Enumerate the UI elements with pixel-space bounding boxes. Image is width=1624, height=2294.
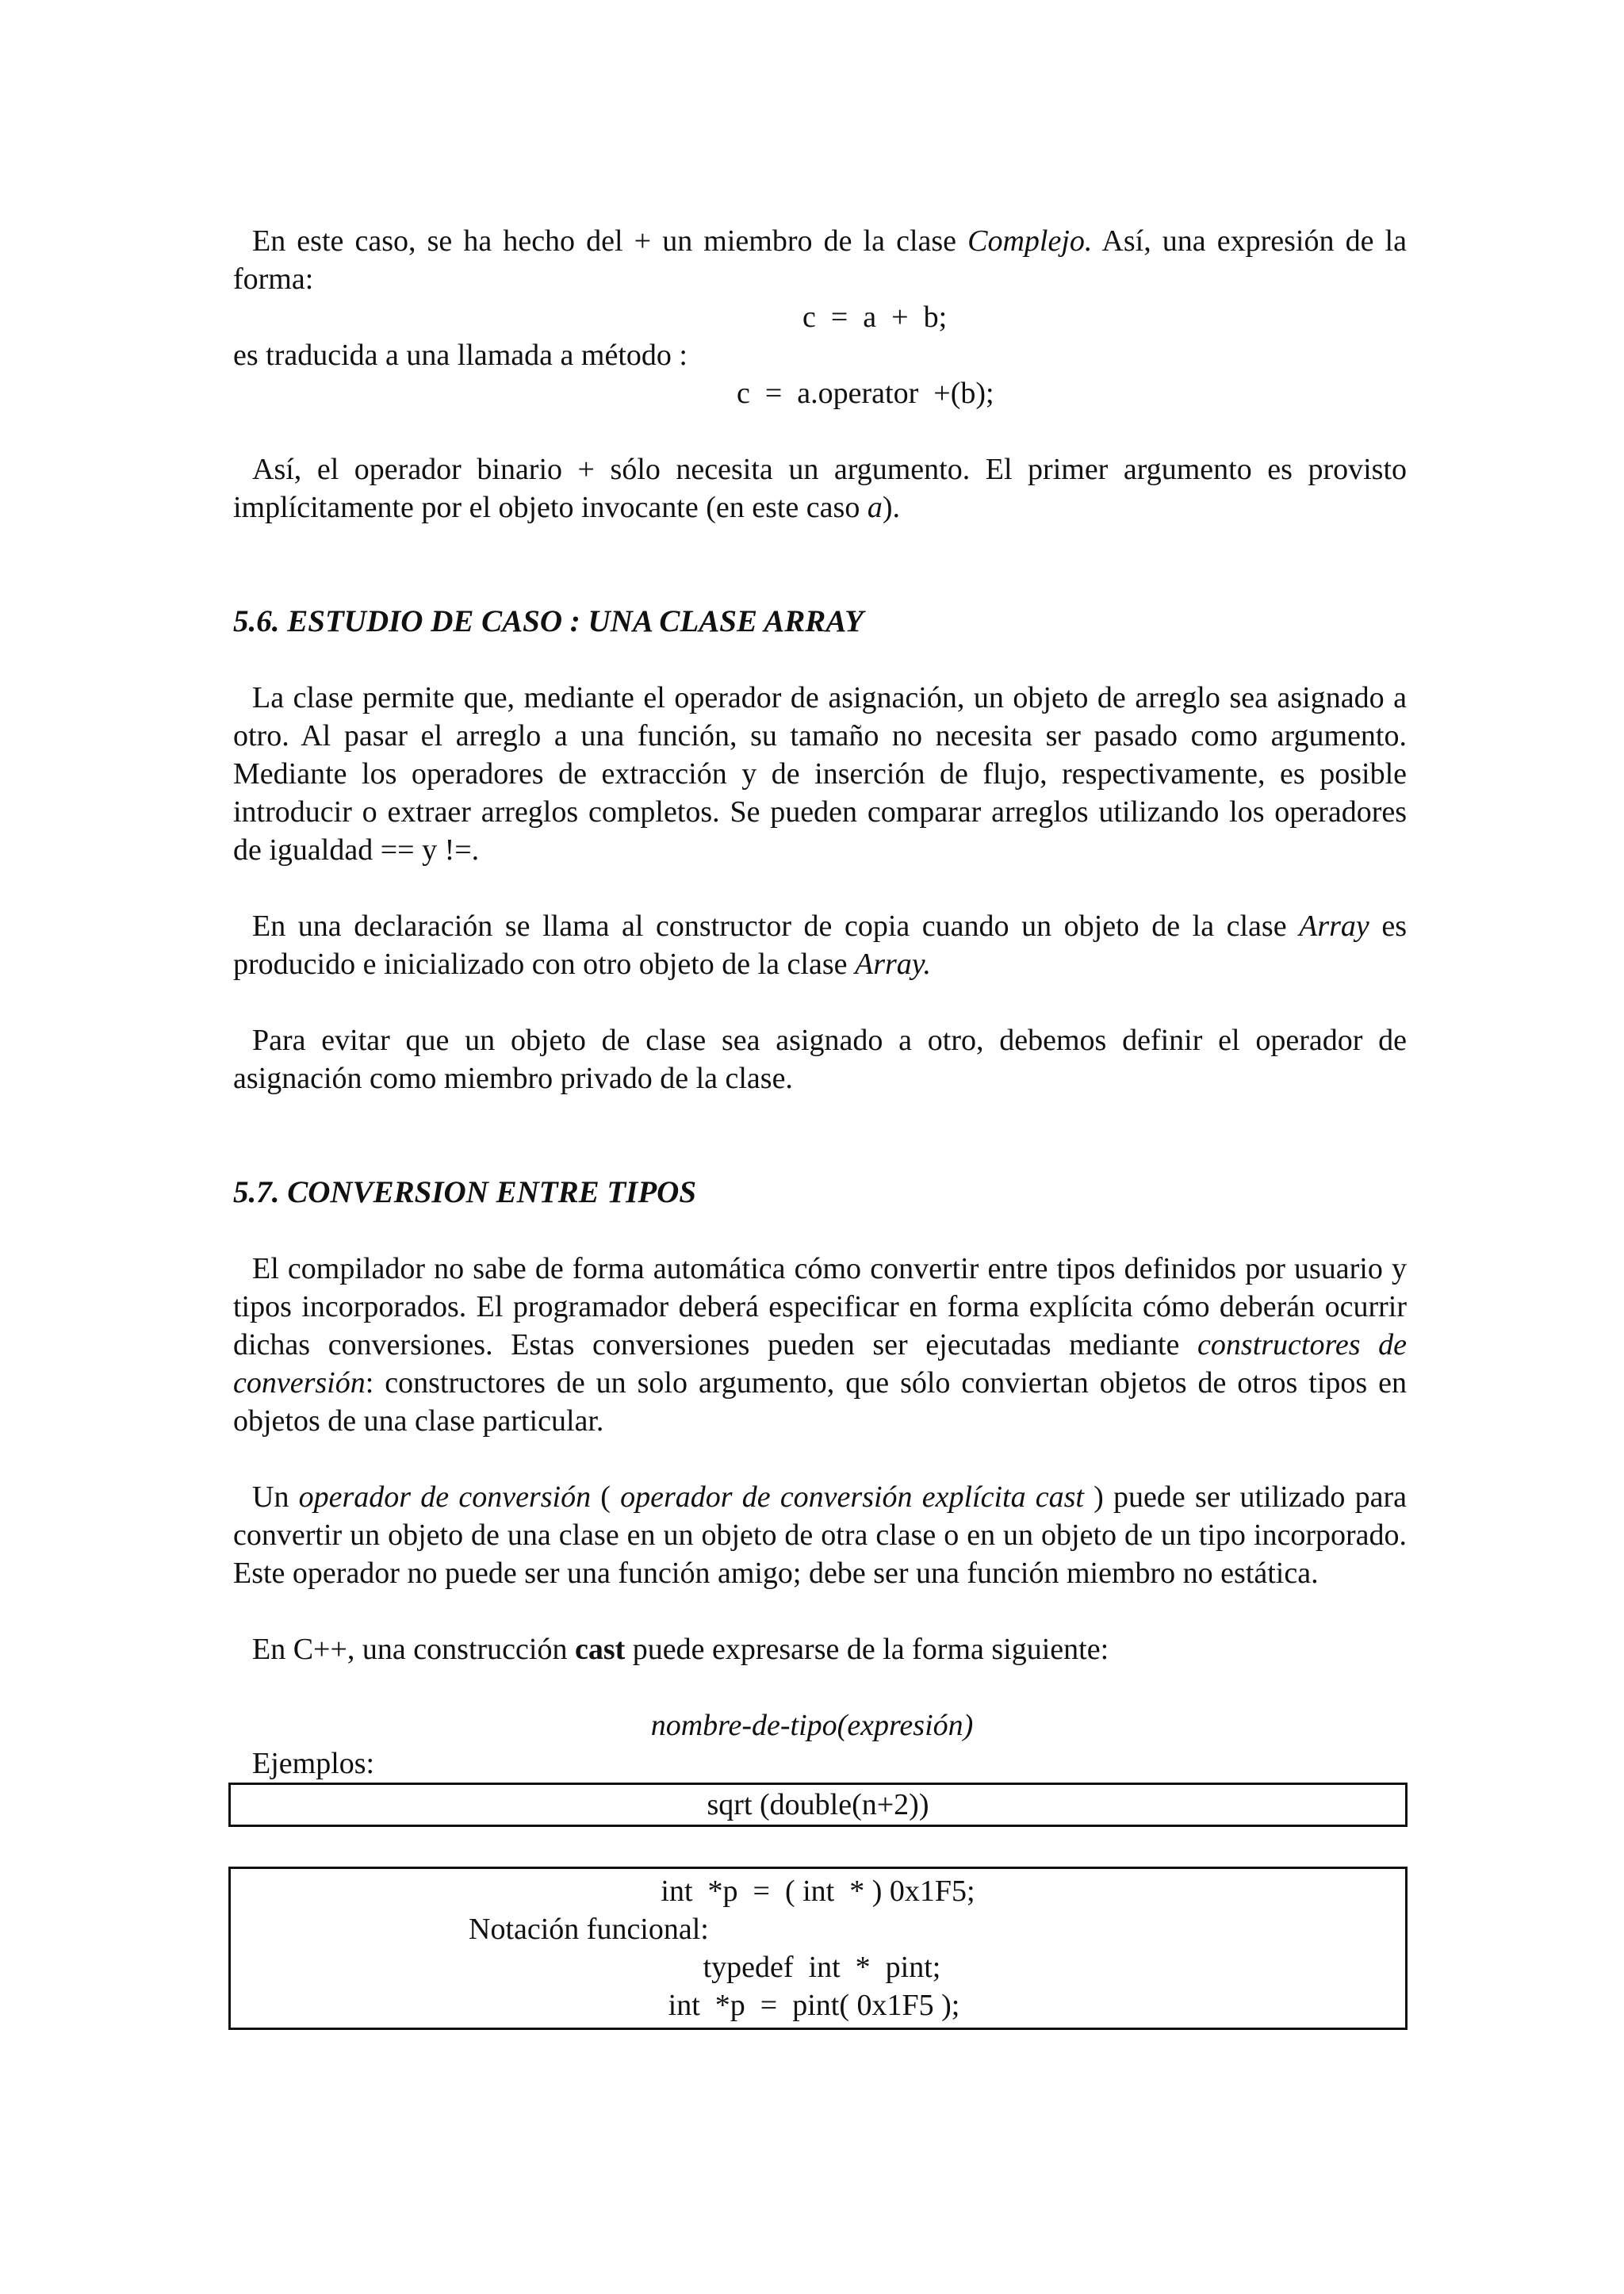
paragraph-operador-binario: Así, el operador binario + sólo necesita un argumento. El primer argumento es provisto implícitamente por el objeto invocante (en este caso a). (233, 453, 1407, 524)
example-pointer-cast: int *p = ( int * ) 0x1F5; (661, 1875, 975, 1908)
paragraph-compilador: El compilador no sabe de forma automática cómo convertir entre tipos definidos por usuario y tipos incorporados. El programador deberá especificar en forma explícita cómo deberán ocurrir dichas conversiones. Estas conversiones pueden ser ejecutadas mediante constructores de conversión: constructores de un solo argumento, que sólo conviertan objetos de otros tipos en objetos de una clase particular. (233, 1252, 1407, 1438)
paragraph-complejo: En este caso, se ha hecho del + un miembro de la clase Complejo. Así, una expresión de la forma: (233, 224, 1407, 296)
variable-a: a (867, 491, 883, 524)
example-notacion-funcional: Notación funcional: (469, 1913, 709, 1946)
document-page (233, 222, 1407, 2030)
section-heading-conversion: 5.7. CONVERSION ENTRE TIPOS (233, 1175, 697, 1209)
term-constructores-conversion: constructores de conversión (233, 1328, 1407, 1400)
paragraph-traducida: es traducida a una llamada a método : (233, 339, 688, 372)
example-box-sqrt (228, 1783, 1408, 1827)
paragraph-constructor-copia: En una declaración se llama al constructor de copia cuando un objeto de la clase Array es producido e inicializado con otro objeto de la clase Array. (233, 910, 1407, 981)
equation-operator-call: c = a.operator +(b); (737, 377, 994, 410)
equation-sum: c = a + b; (802, 301, 948, 334)
paragraph-evitar-asignacion: Para evitar que un objeto de clase sea asignado a otro, debemos definir el operador de asignación como miembro privado de la clase. (233, 1024, 1407, 1095)
example-typedef: typedef int * pint; (703, 1951, 941, 1984)
paragraph-cast: En C++, una construcción cast puede expresarse de la forma siguiente: (252, 1633, 1109, 1666)
section-heading-array: 5.6. ESTUDIO DE CASO : UNA CLASE ARRAY (233, 604, 864, 638)
paragraph-clase-array: La clase permite que, mediante el operador de asignación, un objeto de arreglo sea asignado a otro. Al pasar el arreglo a una función, su tamaño no necesita ser pasado como argumento. Mediante los operadores de extracción y de inserción de flujo, respectivamente, es posible introducir o extraer arreglos completos. Se pueden comparar arreglos utilizando los operadores de igualdad == y !=. (233, 681, 1407, 867)
paragraph-operador-conversion: Un operador de conversión ( operador de conversión explícita cast ) puede ser utilizado para convertir un objeto de una clase en un objeto de otra clase o en un objeto de un tipo incorporado. Este operador no puede ser una función amigo; debe ser una función miembro no estática. (233, 1480, 1407, 1590)
keyword-cast: cast (574, 1633, 626, 1666)
example-sqrt: sqrt (double(n+2)) (707, 1788, 929, 1821)
syntax-cast: nombre-de-tipo(expresión) (650, 1709, 974, 1742)
class-name-complejo: Complejo. (967, 224, 1093, 258)
example-pointer-functional: int *p = pint( 0x1F5 ); (668, 1989, 960, 2022)
examples-label: Ejemplos: (252, 1747, 375, 1780)
example-box-pointer (228, 1867, 1408, 2030)
